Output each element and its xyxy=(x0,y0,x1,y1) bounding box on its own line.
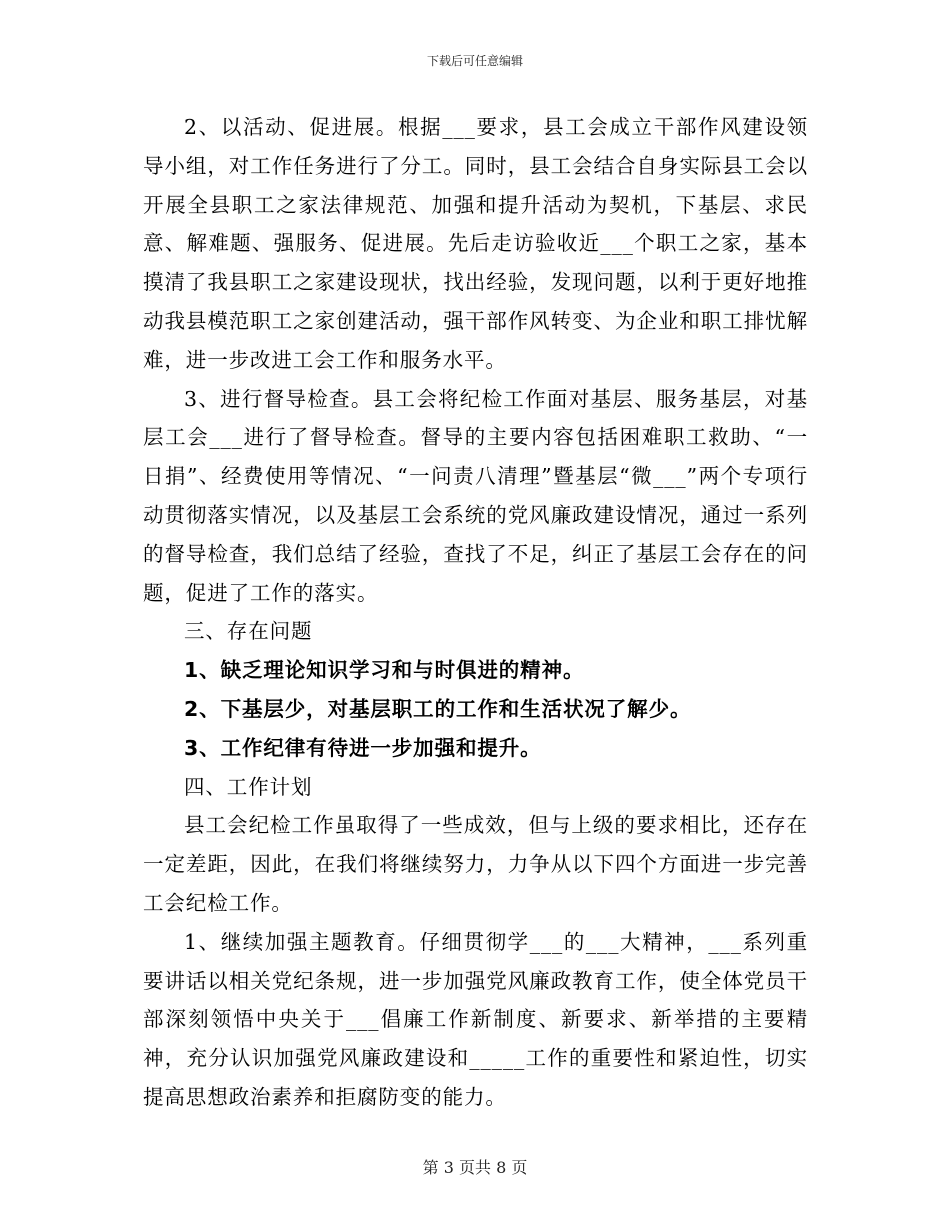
problem-item-3: 3、工作纪律有待进一步加强和提升。 xyxy=(184,735,542,760)
section-title-problems: 三、存在问题 xyxy=(184,619,313,644)
paragraph-activities: 2、以活动、促进展。根据___要求，县工会成立干部作风建设领导小组，对工作任务进行了分工。同时，县工会结合自身实际县工会以开展全县职工之家法律规范、加强和提升活动为契机，下基层、求民意、解难题、强服务、促进展。先后走访验收近___个职工之家，基本摸清了我县职工之家建设现状，找出经验，发现问题，以利于更好地推动我县模范职工之家创建活动，强干部作风转变、为企业和职工排忧解难，进一步改进工会工作和服务水平。 xyxy=(143,115,808,372)
section-title-plan: 四、工作计划 xyxy=(184,774,313,799)
paragraph-plan-intro: 县工会纪检工作虽取得了一些成效，但与上级的要求相比，还存在一定差距，因此，在我们将继续努力，力争从以下四个方面进一步完善工会纪检工作。 xyxy=(143,813,808,915)
document-body xyxy=(143,108,808,1117)
page-header: 下载后可任意编辑 xyxy=(426,54,523,68)
problem-item-2: 2、下基层少，对基层职工的工作和生活状况了解少。 xyxy=(184,696,692,721)
problem-item-1: 1、缺乏理论知识学习和与时俱进的精神。 xyxy=(184,658,585,683)
paragraph-plan-education: 1、继续加强主题教育。仔细贯彻学___的___大精神，___系列重要讲话以相关党纪条规，进一步加强党风廉政教育工作，使全体党员干部深刻领悟中央关于___倡廉工作新制度、新要求、新举措的主要精神，充分认识加强党风廉政建设和_____工作的重要性和紧迫性，切实提高思想政治素养和拒腐防变的能力。 xyxy=(143,929,808,1109)
page-number: 第 3 页共 8 页 xyxy=(422,1158,528,1177)
paragraph-inspection: 3、进行督导检查。县工会将纪检工作面对基层、服务基层，对基层工会___进行了督导检查。督导的主要内容包括困难职工救助、“一日捐”、经费使用等情况、“一问责八清理”暨基层“微___”两个专项行动贯彻落实情况，以及基层工会系统的党风廉政建设情况，通过一系列的督导检查，我们总结了经验，查找了不足，纠正了基层工会存在的问题，促进了工作的落实。 xyxy=(143,386,808,605)
